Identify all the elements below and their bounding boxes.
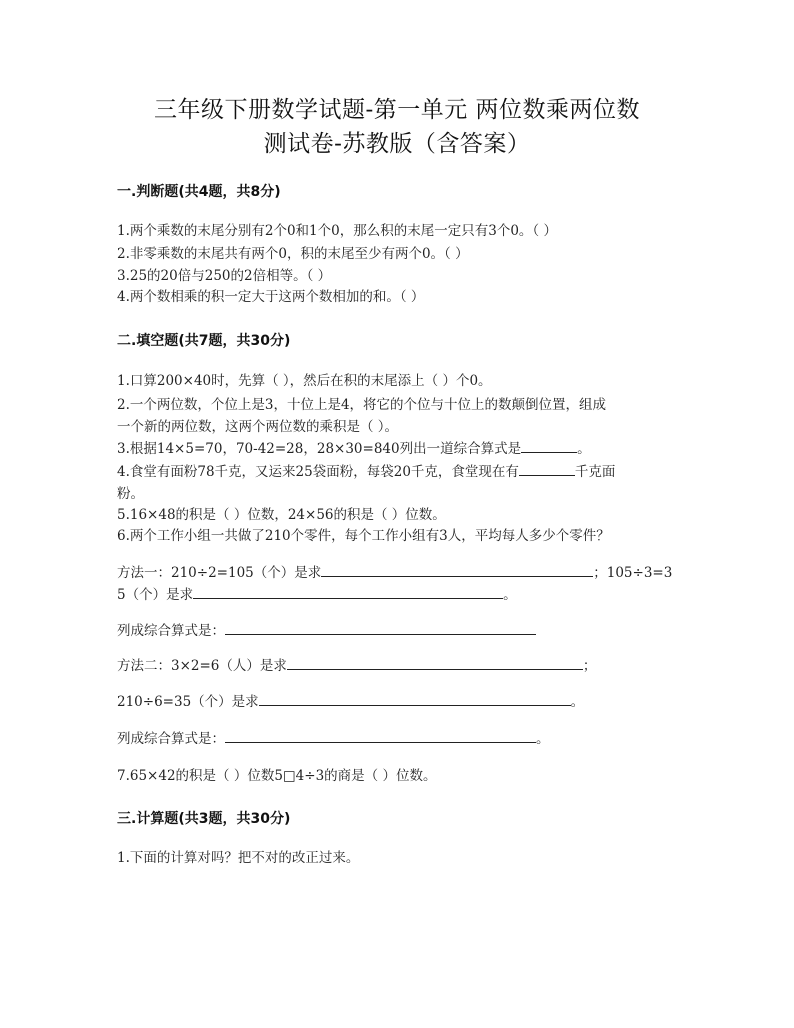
method-1-text-2: ；105÷3=3 xyxy=(593,565,673,581)
answer-blank[interactable] xyxy=(321,562,593,577)
judge-question-4: 4.两个数相乘的积一定大于这两个数相加的和。（ ） xyxy=(117,289,425,305)
method-1-text: 方法一：210÷2=105（个）是求 xyxy=(117,565,322,581)
answer-blank[interactable] xyxy=(225,620,536,635)
fill-question-5: 5.16×48的积是（ ）位数，24×56的积是（ ）位数。 xyxy=(117,507,446,523)
method-2-line-1 xyxy=(117,655,679,677)
fill-question-4-end: 粉。 xyxy=(117,486,144,502)
section-2-heading: 二.填空题(共7题，共30分) xyxy=(117,333,291,349)
fill-question-3 xyxy=(117,438,679,460)
method-1-line-1 xyxy=(117,562,679,584)
combined-formula-1-label: 列成综合算式是： xyxy=(117,623,225,639)
fill-question-2-line-2: 一个新的两位数，这两个两位数的乘积是（ ）。 xyxy=(117,419,399,435)
fill-question-3-end: 。 xyxy=(577,441,591,457)
fill-question-2-line-1: 2.一个两位数，个位上是3，十位上是4，将它的个位与十位上的数颠倒位置，组成 xyxy=(117,397,607,413)
document-title-line-2: 测试卷-苏教版（含答案） xyxy=(263,131,531,157)
combined-formula-2 xyxy=(117,728,679,750)
combined-formula-2-end: 。 xyxy=(536,731,550,747)
answer-blank[interactable] xyxy=(193,584,503,599)
fill-question-3-text: 3.根据14×5=70，70-42=28，28×30=840列出一道综合算式是 xyxy=(117,441,522,457)
method-2-end: 。 xyxy=(570,694,585,710)
method-2-text-2: ； xyxy=(582,658,597,674)
fill-question-4-text-2: 千克面 xyxy=(574,464,616,480)
combined-formula-2-label: 列成综合算式是： xyxy=(117,731,225,747)
section-3-heading: 三.计算题(共3题，共30分) xyxy=(117,811,291,827)
method-1-end: 。 xyxy=(503,587,517,603)
method-2-line-2 xyxy=(117,691,679,713)
method-2-text: 方法二：3×2=6（人）是求 xyxy=(117,658,287,674)
fill-question-4 xyxy=(117,461,679,483)
method-2-text-3: 210÷6=35（个）是求 xyxy=(117,694,259,710)
answer-blank[interactable] xyxy=(259,691,571,706)
fill-question-4-text: 4.食堂有面粉78千克，又运来25袋面粉，每袋20千克，食堂现在有 xyxy=(117,464,519,480)
fill-question-1: 1.口算200×40时，先算（ ），然后在积的末尾添上（ ）个0。 xyxy=(117,373,492,389)
method-1-line-2 xyxy=(117,584,679,606)
judge-question-2: 2.非零乘数的末尾共有两个0，积的末尾至少有两个0。（ ） xyxy=(117,246,469,262)
judge-question-3: 3.25的20倍与250的2倍相等。（ ） xyxy=(117,268,332,284)
document-title-line-1: 三年级下册数学试题-第一单元 两位数乘两位数 xyxy=(153,97,641,123)
answer-blank[interactable] xyxy=(287,655,583,670)
calc-question-1: 1.下面的计算对吗？把不对的改正过来。 xyxy=(117,850,360,866)
section-1-heading: 一.判断题(共4题，共8分) xyxy=(117,184,281,200)
answer-blank[interactable] xyxy=(519,461,575,476)
method-1-text-3: 5（个）是求 xyxy=(117,587,194,603)
answer-blank[interactable] xyxy=(521,438,577,453)
combined-formula-1 xyxy=(117,620,679,642)
answer-blank[interactable] xyxy=(225,728,536,743)
judge-question-1: 1.两个乘数的末尾分别有2个0和1个0，那么积的末尾一定只有3个0。（ ） xyxy=(117,223,557,239)
fill-question-6: 6.两个工作小组一共做了210个零件，每个工作小组有3人，平均每人多少个零件？ xyxy=(117,528,610,544)
fill-question-7: 7.65×42的积是（ ）位数5□4÷3的商是（ ）位数。 xyxy=(117,768,437,784)
